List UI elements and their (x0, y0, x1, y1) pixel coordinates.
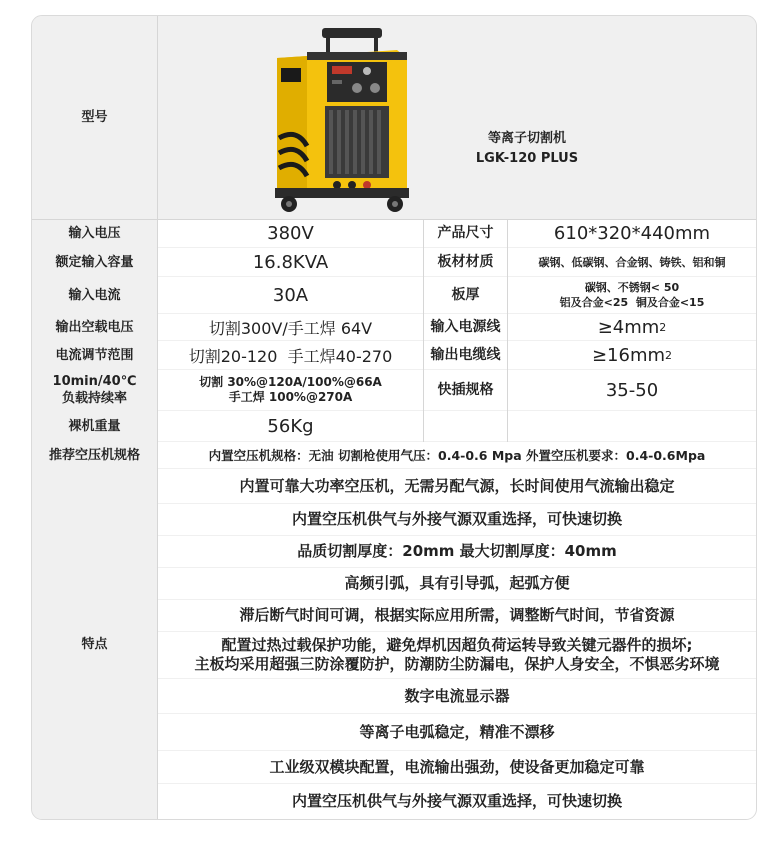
product-name: 等离子切割机 (487, 131, 566, 146)
duty-cycle-label (32, 370, 157, 410)
power-cable-value (508, 314, 756, 340)
input-current-label: 输入电流 (32, 277, 157, 313)
blank-cell-a (424, 411, 507, 441)
plasma-cutter-image (267, 28, 412, 213)
thickness-line-2: 铝及合金<25 铜及合金<15 (559, 296, 705, 309)
output-cable-value (508, 341, 756, 369)
current-range-value: 切割20-120 手工焊40-270 (158, 341, 423, 369)
header-value-cell (157, 16, 756, 219)
output-cable-sup: 2 (665, 348, 673, 362)
blank-cell-b (508, 411, 756, 441)
features-label: 特点 (32, 469, 157, 819)
input-voltage-value: 380V (158, 220, 423, 247)
feature-item: 内置空压机供气与外接气源双重选择，可快速切换 (158, 504, 756, 535)
product-size-label: 产品尺寸 (424, 220, 507, 247)
feature-item: 滞后断气时间可调，根据实际应用所需，调整断气时间，节省资源 (158, 600, 756, 631)
feature-item: 品质切割厚度：20mm 最大切割厚度：40mm (158, 536, 756, 567)
feature-item: 内置可靠大功率空压机，无需另配气源，长时间使用气流输出稳定 (158, 469, 756, 503)
product-model: LGK-120 PLUS (475, 151, 579, 166)
grid-line (32, 219, 756, 220)
thickness-label: 板厚 (424, 277, 507, 313)
plug-value: 35-50 (508, 370, 756, 410)
rated-capacity-label: 额定输入容量 (32, 248, 157, 276)
model-label-cell (32, 16, 157, 219)
weight-value: 56Kg (158, 411, 423, 441)
output-cable-text: ≥16mm (591, 344, 666, 366)
duty-label-line-2: 负载持续率 (61, 391, 127, 406)
power-cable-text: ≥4mm (597, 316, 660, 338)
product-size-value: 610*320*440mm (508, 220, 756, 247)
output-cable-label: 输出电缆线 (424, 341, 507, 369)
model-label: 型号 (81, 110, 108, 125)
thickness-value (508, 277, 756, 313)
grid-line (423, 219, 424, 442)
no-load-voltage-value: 切割300V/手工焊 64V (158, 314, 423, 340)
plug-label: 快插规格 (424, 370, 507, 410)
material-value: 碳钢、低碳钢、合金钢、铸铁、铝和铜 (508, 248, 756, 276)
product-title (457, 129, 597, 169)
compressor-label: 推荐空压机规格 (32, 442, 157, 468)
thickness-line-1: 碳钢、不锈钢< 50 (584, 281, 680, 294)
power-cable-sup: 2 (659, 320, 667, 334)
feature-item: 内置空压机供气与外接气源双重选择，可快速切换 (158, 784, 756, 819)
duty-value-line-1: 切割 30%@120A/100%@66A (199, 375, 382, 389)
power-cable-label: 输入电源线 (424, 314, 507, 340)
grid-line (507, 219, 508, 442)
feature-item: 高频引弧，具有引导弧，起弧方便 (158, 568, 756, 599)
feature-item: 数字电流显示器 (158, 679, 756, 713)
duty-value-line-2: 手工焊 100%@270A (228, 390, 353, 404)
current-range-label: 电流调节范围 (32, 341, 157, 369)
compressor-value: 内置空压机规格：无油 切割枪使用气压：0.4-0.6 Mpa 外置空压机要求：0.4-0.6Mpa (158, 442, 756, 468)
input-voltage-label: 输入电压 (32, 220, 157, 247)
input-current-value: 30A (158, 277, 423, 313)
spec-table (31, 15, 757, 820)
rated-capacity-value: 16.8KVA (158, 248, 423, 276)
grid-line (157, 16, 158, 819)
duty-cycle-value (158, 370, 423, 410)
no-load-voltage-label: 输出空载电压 (32, 314, 157, 340)
feature-item: 等离子电弧稳定，精准不漂移 (158, 714, 756, 750)
duty-label-line-1: 10min/40℃ (52, 374, 137, 389)
material-label: 板材材质 (424, 248, 507, 276)
feature-item: 工业级双模块配置，电流输出强劲，使设备更加稳定可靠 (158, 751, 756, 783)
feature-line-2: 主板均采用超强三防涂覆防护，防潮防尘防漏电，保护人身安全，不惧恶劣环境 (194, 655, 720, 673)
feature-line-1: 配置过热过载保护功能，避免焊机因超负荷运转导致关键元器件的损坏; (221, 636, 693, 654)
weight-label: 裸机重量 (32, 411, 157, 441)
feature-item-multiline (158, 632, 756, 678)
